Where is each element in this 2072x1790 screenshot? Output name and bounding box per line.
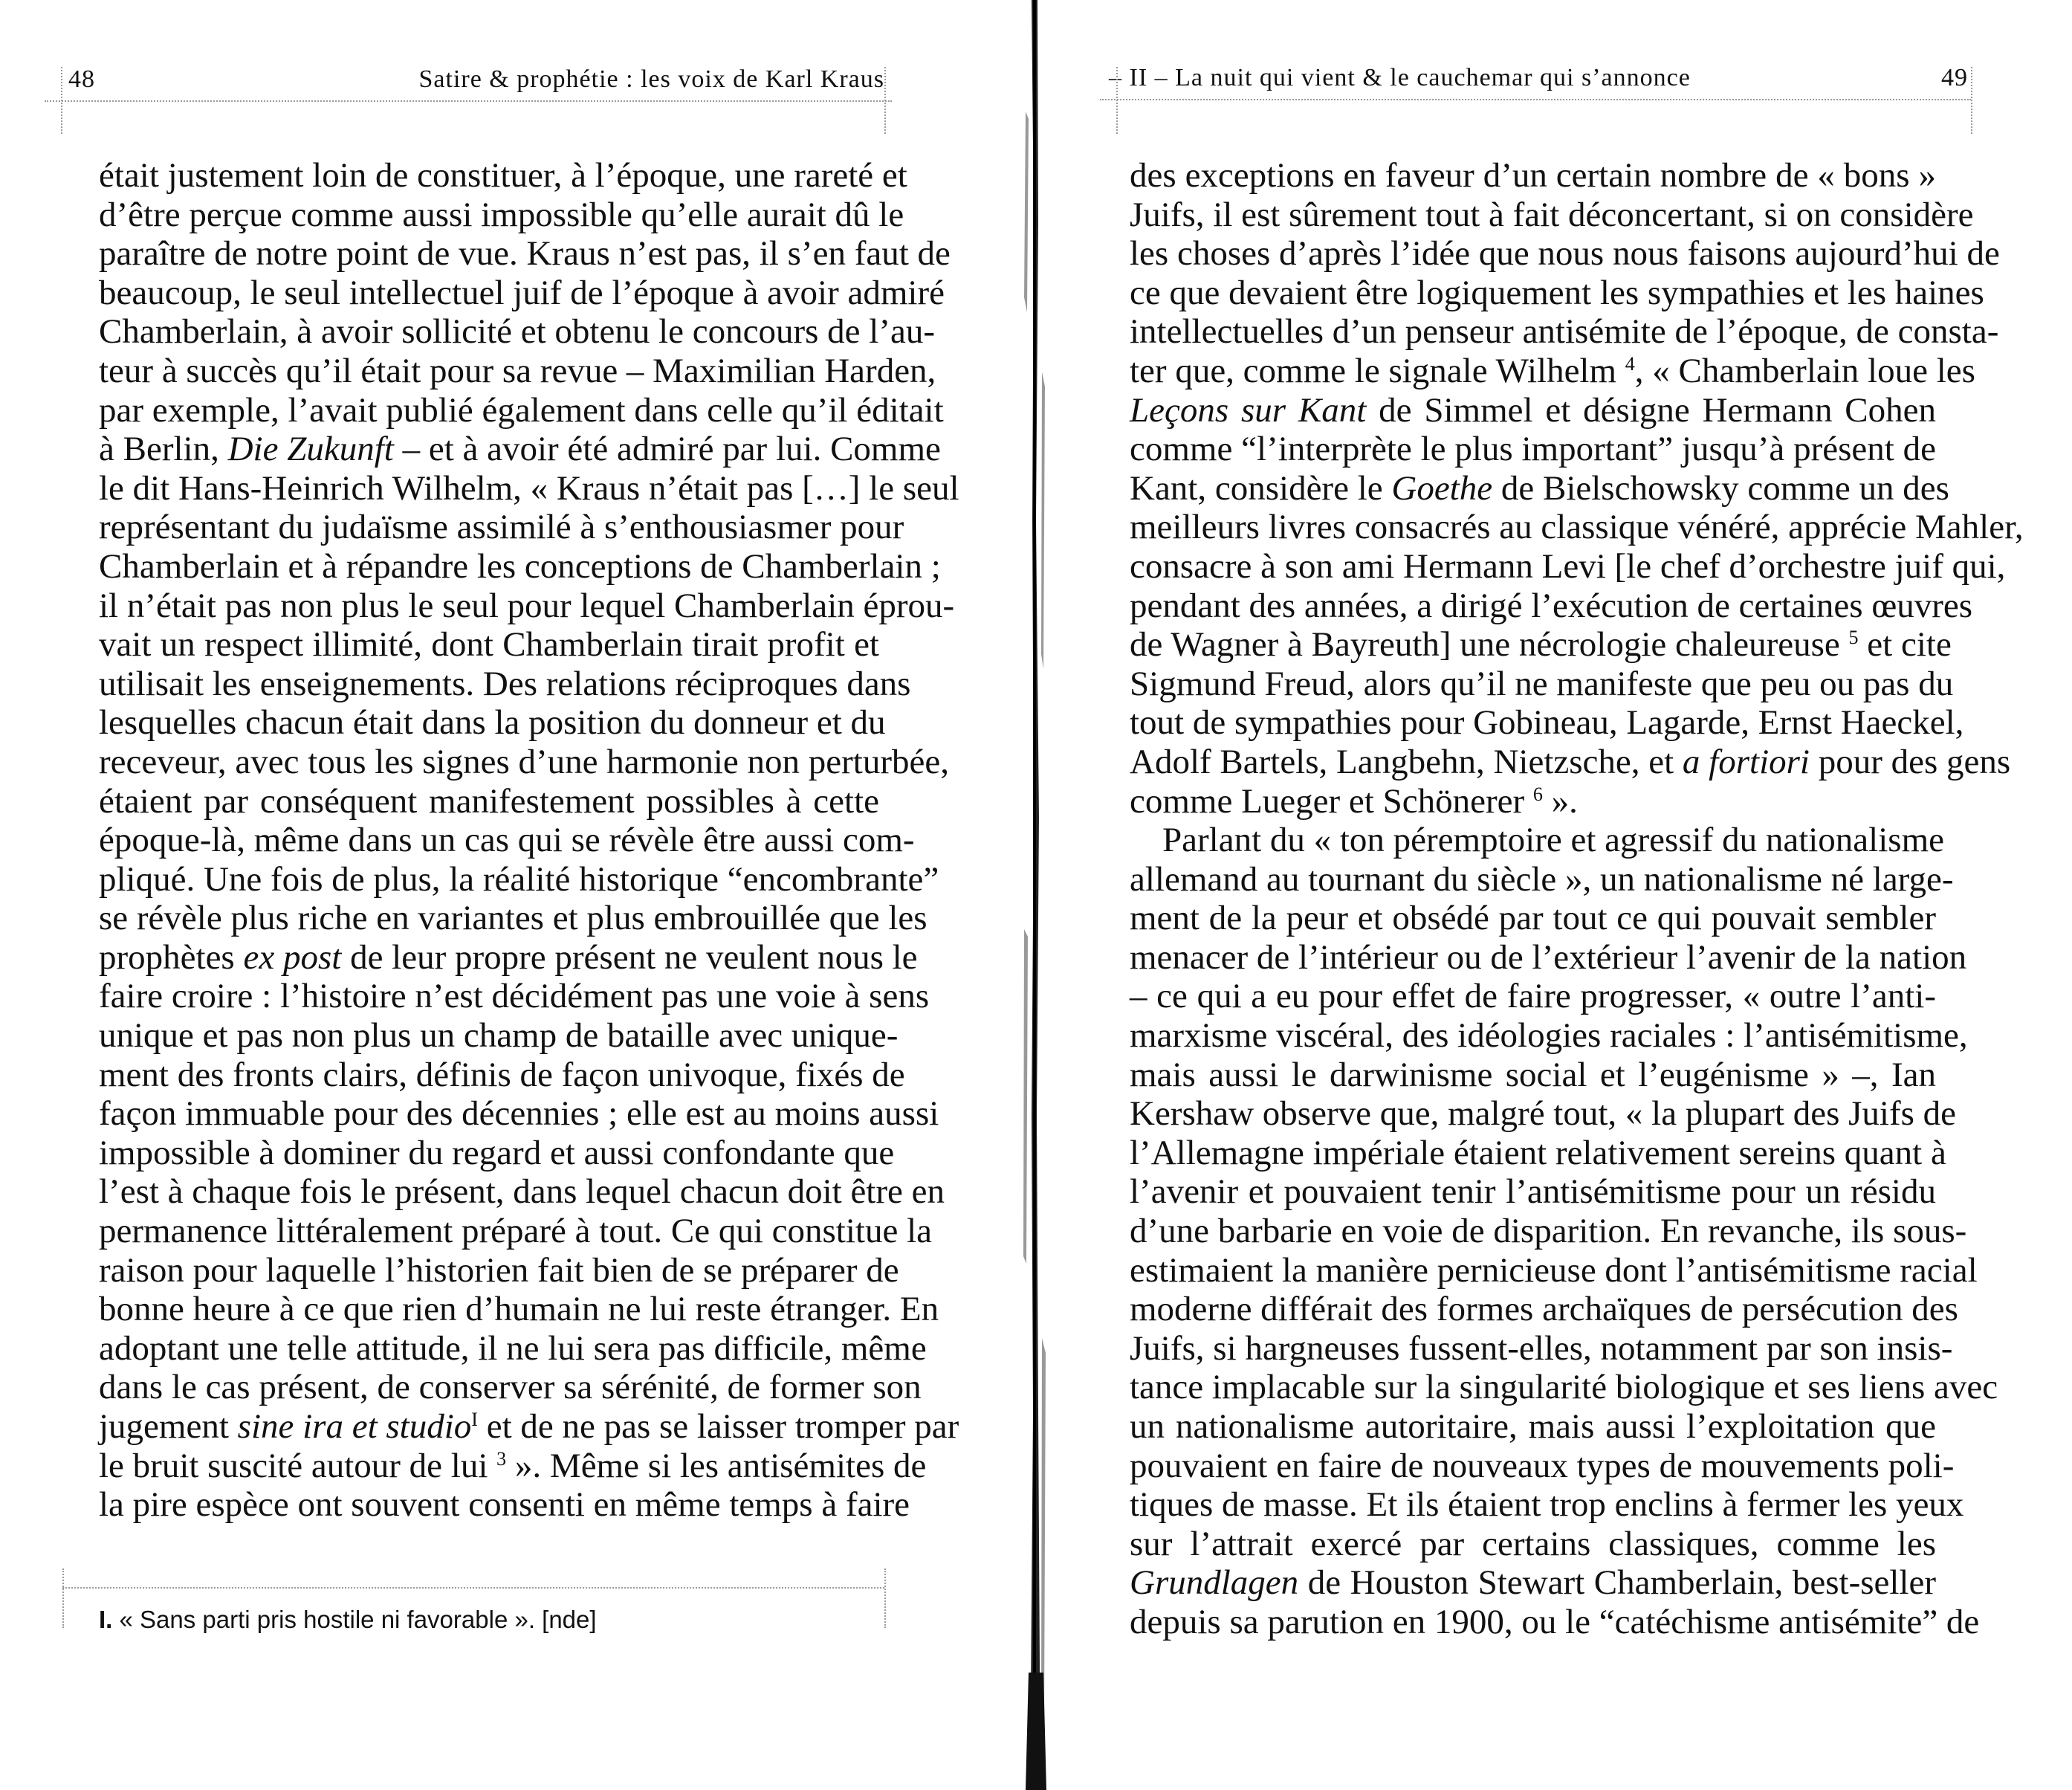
text-line: se révèle plus riche en variantes et plus embrouillée que les bbox=[99, 899, 927, 938]
footnote-text: « Sans parti pris hostile ni favorable ». [nde] bbox=[119, 1606, 597, 1633]
right-page bbox=[1048, 0, 2072, 1790]
crop-mark bbox=[884, 67, 886, 134]
text-line: depuis sa parution en 1900, ou le “catéchisme antisémite” de bbox=[1130, 1602, 1980, 1641]
text-line: intellectuelles d’un penseur antisémite de l’époque, de consta- bbox=[1130, 312, 1999, 352]
text-line: d’être perçue comme aussi impossible qu’elle aurait dû le bbox=[99, 195, 904, 234]
text-line: consacre à son ami Hermann Levi [le chef d’orchestre juif qui, bbox=[1130, 546, 2006, 586]
text-line: pendant des années, a dirigé l’exécution de certaines œuvres bbox=[1130, 586, 1973, 625]
text-line: Parlant du « ton péremptoire et agressif du nationalisme bbox=[1162, 821, 1944, 860]
text-line: à Berlin, Die Zukunft – et à avoir été admiré par lui. Comme bbox=[99, 430, 941, 469]
header-rule bbox=[1100, 99, 1971, 100]
text-line: les choses d’après l’idée que nous nous faisons aujourd’hui de bbox=[1130, 234, 2000, 274]
text-line: jugement sine ira et studio$^I$ et de ne pas se laisser tromper par bbox=[99, 1407, 959, 1446]
text-line: receveur, avec tous les signes d’une harmonie non perturbée, bbox=[99, 742, 949, 781]
text-line: ment des fronts clairs, définis de façon univoque, fixés de bbox=[99, 1055, 905, 1094]
text-line: faire croire : l’histoire n’est décidément pas une voie à sens bbox=[99, 977, 930, 1016]
text-line: sur l’attrait exercé par certains classiques, comme les bbox=[1130, 1524, 1936, 1563]
text-line: la pire espèce ont souvent consenti en même temps à faire bbox=[99, 1485, 910, 1525]
text-line: paraître de notre point de vue. Kraus n’est pas, il s’en faut de bbox=[99, 234, 951, 274]
body-text bbox=[99, 156, 959, 1525]
text-line: l’avenir et pouvaient tenir l’antisémitisme pour un résidu bbox=[1130, 1172, 1936, 1212]
text-line: le dit Hans-Heinrich Wilhelm, « Kraus n’était pas […] le seul bbox=[99, 468, 959, 508]
text-line: l’Allemagne impériale étaient relativement sereins quant à bbox=[1130, 1133, 1946, 1172]
text-line: comme Lueger et Schönerer $^6$ ». bbox=[1130, 781, 1578, 821]
text-line: comme “l’interprète le plus important” jusqu’à présent de bbox=[1130, 430, 1936, 469]
text-line: estimaient la manière pernicieuse dont l’antisémitisme racial bbox=[1130, 1250, 1978, 1290]
text-line: tout de sympathies pour Gobineau, Lagarde, Ernst Haeckel, bbox=[1130, 703, 1964, 743]
text-line: il n’était pas non plus le seul pour lequel Chamberlain éprou- bbox=[99, 586, 955, 625]
left-page bbox=[0, 0, 1026, 1790]
text-line: beaucoup, le seul intellectuel juif de l’époque à avoir admiré bbox=[99, 273, 945, 312]
text-line: représentant du judaïsme assimilé à s’enthousiasmer pour bbox=[99, 508, 904, 547]
crop-mark bbox=[61, 67, 62, 134]
running-title: – II – La nuit qui vient & le cauchemar qui s’annonce bbox=[1109, 64, 1691, 91]
text-line: lesquelles chacun était dans la position du donneur et du bbox=[99, 703, 886, 743]
text-line: raison pour laquelle l’historien fait bien de se préparer de bbox=[99, 1250, 899, 1290]
text-line: unique et pas non plus un champ de bataille avec unique- bbox=[99, 1016, 899, 1056]
footnote-number: I. bbox=[99, 1606, 113, 1633]
text-line: Adolf Bartels, Langbehn, Nietzsche, et a fortiori pour des gens bbox=[1130, 742, 2011, 781]
page-number: 49 bbox=[1941, 64, 1968, 91]
footnote-ref: 3 bbox=[496, 1447, 507, 1470]
text-line: Leçons sur Kant de Simmel et désigne Hermann Cohen bbox=[1130, 390, 1937, 430]
text-line: le bruit suscité autour de lui $^3$ ». Même si les antisémites de bbox=[99, 1446, 927, 1485]
text-line: Kant, considère le Goethe de Bielschowsky comme un des bbox=[1130, 468, 1949, 508]
page-number: 48 bbox=[68, 65, 95, 93]
text-line: ce que devaient être logiquement les sympathies et les haines bbox=[1130, 273, 1984, 312]
text-line: des exceptions en faveur d’un certain nombre de « bons » bbox=[1130, 156, 1936, 195]
text-line: étaient par conséquent manifestement possibles à cette bbox=[99, 781, 879, 821]
running-title: Satire & prophétie : les voix de Karl Kraus bbox=[418, 65, 884, 93]
text-line: par exemple, l’avait publié également dans celle qu’il éditait bbox=[99, 390, 944, 430]
text-line: prophètes ex post de leur propre présent ne veulent nous le bbox=[99, 937, 918, 977]
text-line: de Wagner à Bayreuth] une nécrologie chaleureuse $^5$ et cite bbox=[1130, 625, 1952, 665]
crop-mark bbox=[1971, 67, 1972, 134]
text-line: moderne différait des formes archaïques de persécution des bbox=[1130, 1290, 1958, 1329]
text-line: tiques de masse. Et ils étaient trop enclins à fermer les yeux bbox=[1130, 1485, 1964, 1525]
text-line: l’est à chaque fois le présent, dans lequel chacun doit être en bbox=[99, 1172, 945, 1212]
footnote-ref: 4 bbox=[1625, 352, 1635, 375]
footnote-ref: 6 bbox=[1532, 783, 1543, 805]
text-line: dans le cas présent, de conserver sa sérénité, de former son bbox=[99, 1368, 922, 1407]
text-line: était justement loin de constituer, à l’époque, une rareté et bbox=[99, 156, 907, 195]
text-line: ter que, comme le signale Wilhelm $^4$, « Chamberlain loue les bbox=[1130, 351, 1975, 390]
footnote-ref: I bbox=[471, 1409, 478, 1430]
text-line: permanence littéralement préparé à tout. Ce qui constitue la bbox=[99, 1212, 933, 1251]
text-line: Chamberlain, à avoir sollicité et obtenu le concours de l’au- bbox=[99, 312, 935, 352]
text-line: mais aussi le darwinisme social et l’eugénisme » –, Ian bbox=[1130, 1055, 1936, 1094]
text-line: Juifs, si hargneuses fussent-elles, notamment par son insis- bbox=[1130, 1328, 1953, 1368]
text-line: adoptant une telle attitude, il ne lui sera pas difficile, même bbox=[99, 1328, 927, 1368]
footnote-ref: 5 bbox=[1848, 627, 1859, 649]
header-rule bbox=[45, 100, 892, 102]
text-line: menacer de l’intérieur ou de l’extérieur l’avenir de la nation bbox=[1130, 937, 1967, 977]
body-text bbox=[1130, 156, 2024, 1642]
text-line: Sigmund Freud, alors qu’il ne manifeste que peu ou pas du bbox=[1130, 664, 1954, 703]
text-line: Chamberlain et à répandre les conceptions de Chamberlain ; bbox=[99, 546, 941, 586]
footnote bbox=[99, 1606, 597, 1634]
text-line: Grundlagen de Houston Stewart Chamberlain, best-seller bbox=[1130, 1563, 1936, 1603]
text-line: vait un respect illimité, dont Chamberlain tirait profit et bbox=[99, 625, 879, 665]
footnote-rule bbox=[62, 1587, 884, 1589]
text-line: pouvaient en faire de nouveaux types de mouvements poli- bbox=[1130, 1446, 1955, 1485]
crop-mark bbox=[884, 1568, 886, 1628]
text-line: marxisme viscéral, des idéologies raciales : l’antisémitisme, bbox=[1130, 1016, 1968, 1056]
text-line: allemand au tournant du siècle », un nationalisme né large- bbox=[1130, 859, 1954, 899]
text-line: d’une barbarie en voie de disparition. En revanche, ils sous- bbox=[1130, 1212, 1967, 1251]
text-line: pliqué. Une fois de plus, la réalité historique “encombrante” bbox=[99, 859, 939, 899]
text-line: teur à succès qu’il était pour sa revue – Maximilian Harden, bbox=[99, 351, 936, 390]
text-line: époque-là, même dans un cas qui se révèle être aussi com- bbox=[99, 821, 915, 860]
text-line: tance implacable sur la singularité biologique et ses liens avec bbox=[1130, 1368, 1998, 1407]
text-line: ment de la peur et obsédé par tout ce qui pouvait sembler bbox=[1130, 899, 1936, 938]
text-line: impossible à dominer du regard et aussi confondante que bbox=[99, 1133, 895, 1172]
text-line: façon immuable pour des décennies ; elle est au moins aussi bbox=[99, 1094, 939, 1134]
crop-mark bbox=[62, 1568, 64, 1628]
crop-mark bbox=[1116, 67, 1118, 134]
text-line: meilleurs livres consacrés au classique vénéré, apprécie Mahler, bbox=[1130, 508, 2024, 547]
text-line: – ce qui a eu pour effet de faire progresser, « outre l’anti- bbox=[1130, 977, 1936, 1016]
text-line: Kershaw observe que, malgré tout, « la plupart des Juifs de bbox=[1130, 1094, 1957, 1134]
text-line: Juifs, il est sûrement tout à fait déconcertant, si on considère bbox=[1130, 195, 1974, 234]
text-line: bonne heure à ce que rien d’humain ne lui reste étranger. En bbox=[99, 1290, 939, 1329]
text-line: un nationalisme autoritaire, mais aussi l’exploitation que bbox=[1130, 1407, 1936, 1446]
text-line: utilisait les enseignements. Des relations réciproques dans bbox=[99, 664, 911, 703]
